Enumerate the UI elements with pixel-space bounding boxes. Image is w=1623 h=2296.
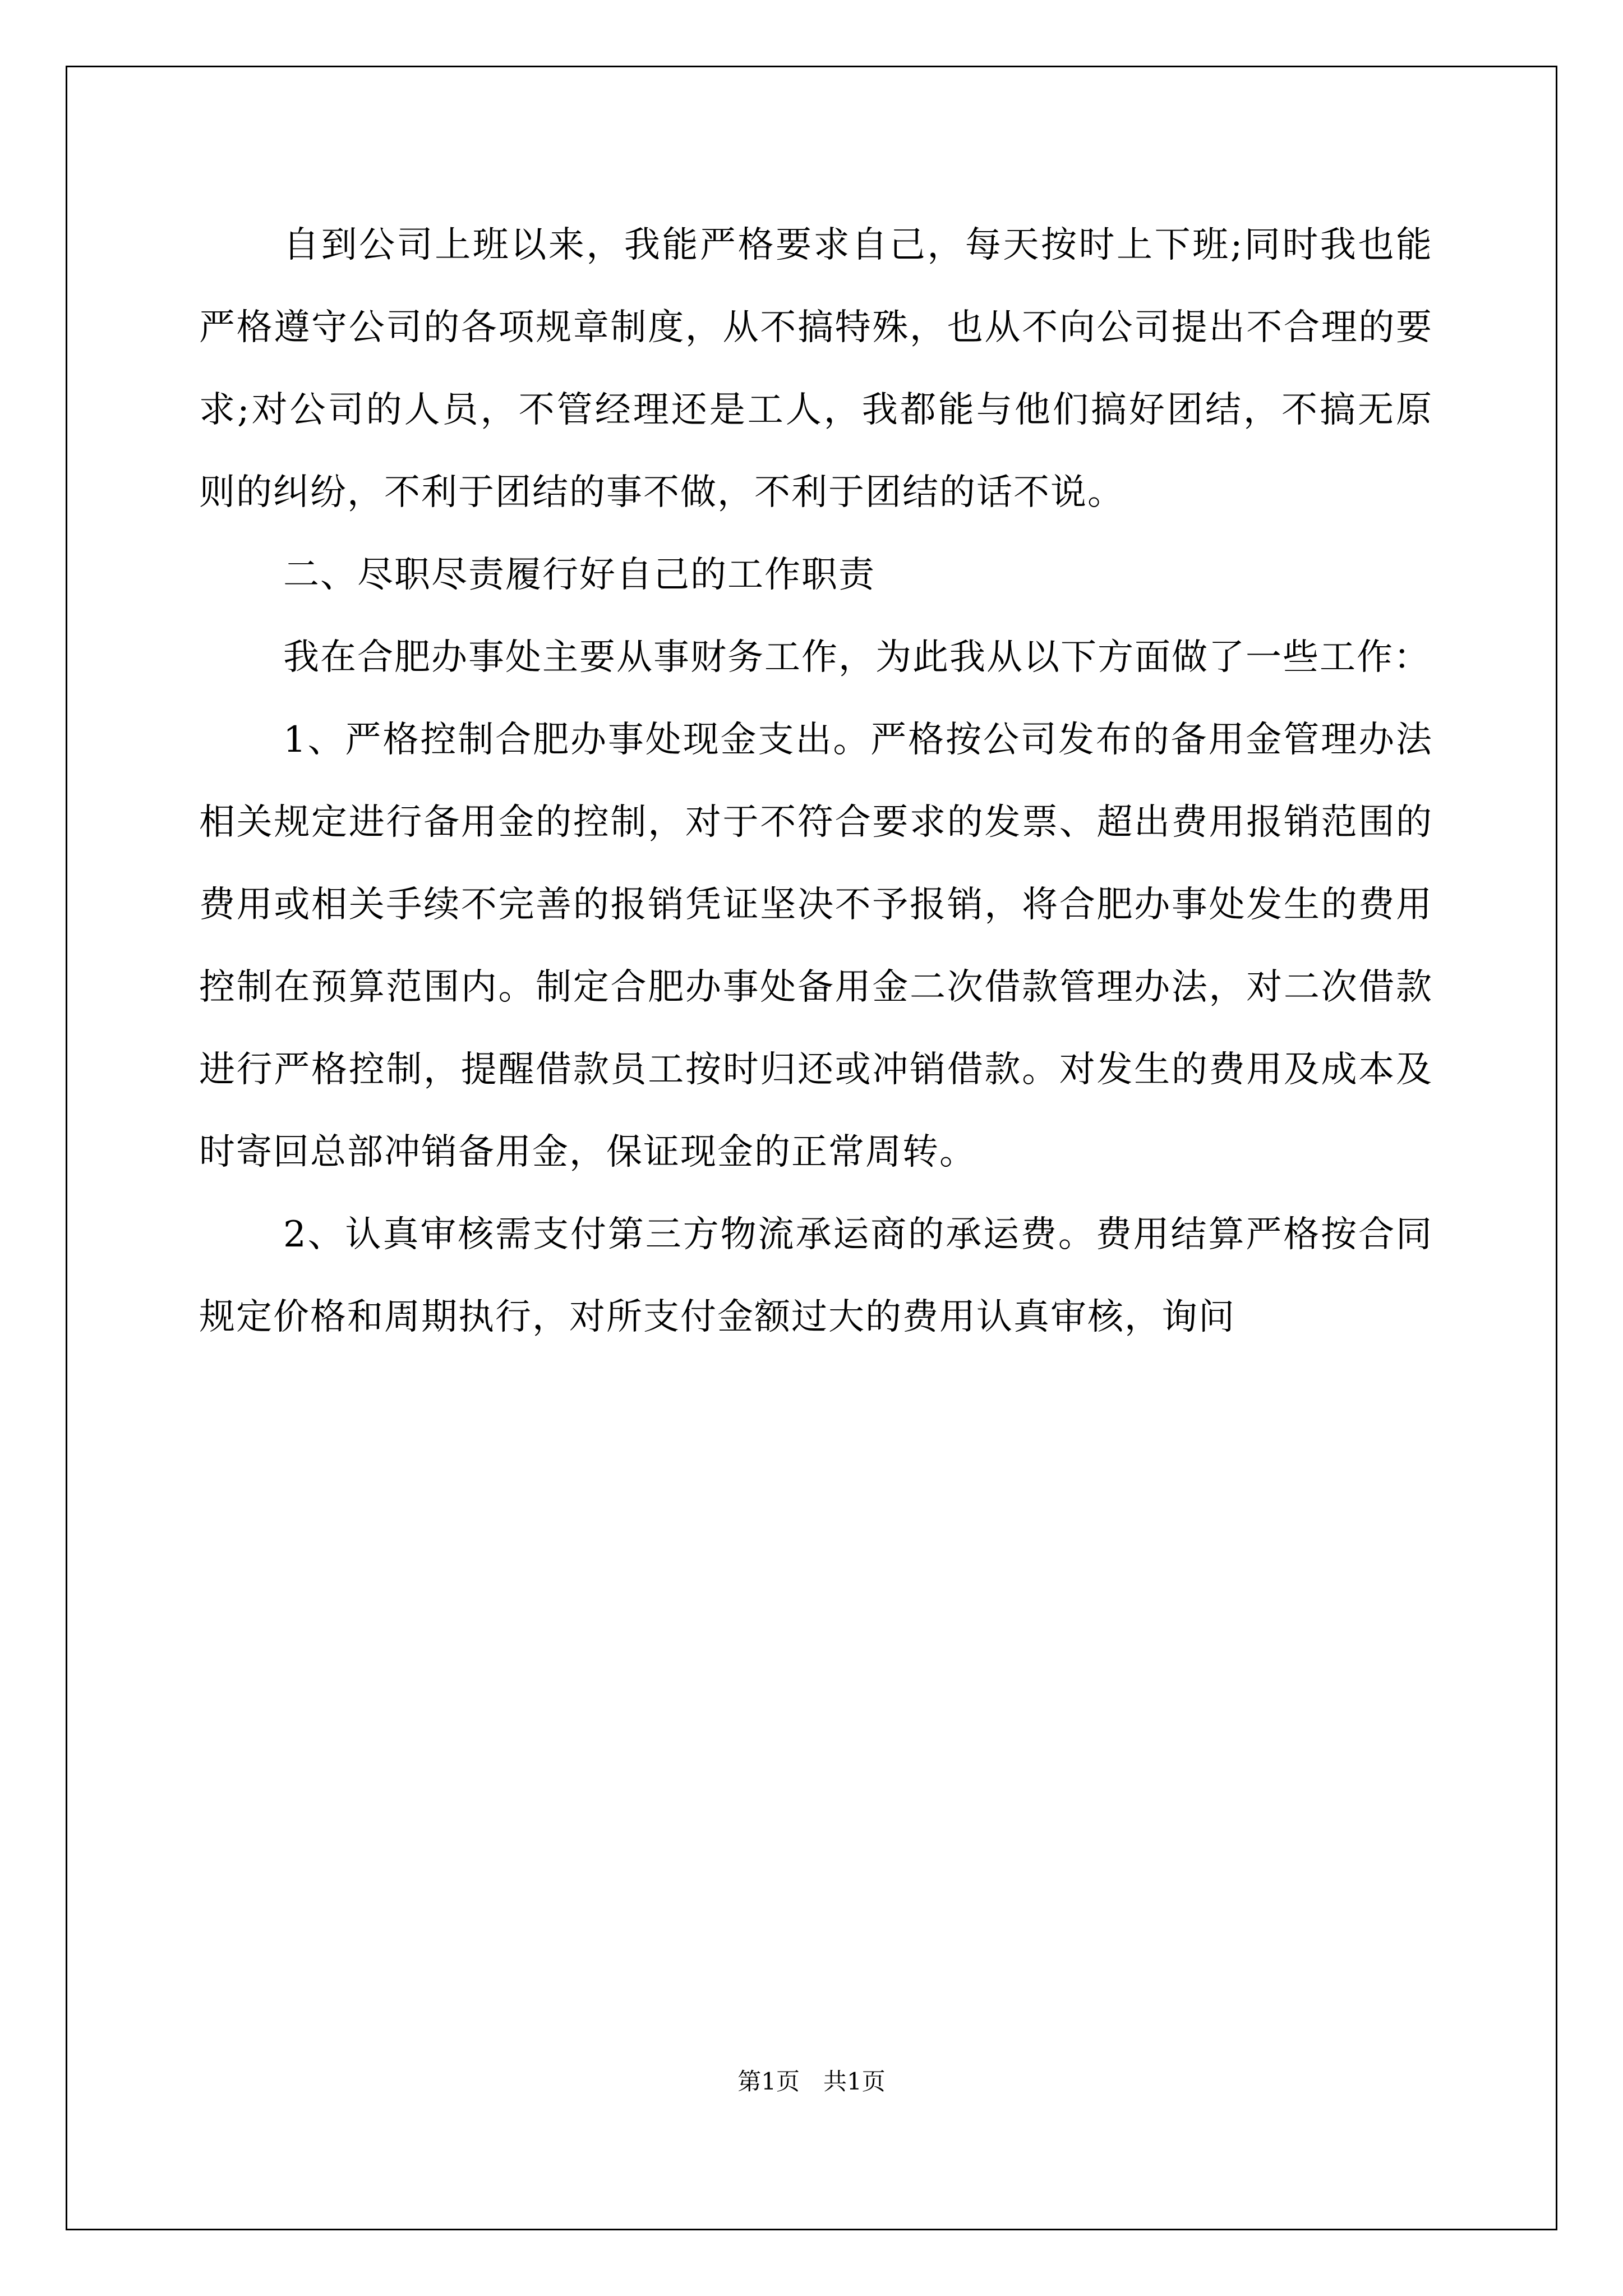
paragraph-discipline: 自到公司上班以来，我能严格要求自己，每天按时上下班;同时我也能严格遵守公司的各项规章制度，从不搞特殊，也从不向公司提出不合理的要求;对公司的人员，不管经理还是工人，我都能与他们搞好团结，不搞无原则的纠纷，不利于团结的事不做，不利于团结的话不说。 <box>199 224 1433 513</box>
section-heading-duties: 二、尽职尽责履行好自己的工作职责 <box>283 554 875 596</box>
paragraph-cash-control: 1、严格控制合肥办事处现金支出。严格按公司发布的备用金管理办法相关规定进行备用金的控制，对于不符合要求的发票、超出费用报销范围的费用或相关手续不完善的报销凭证坚决不予报销，将合肥办事处发生的费用控制在预算范围内。制定合肥办事处备用金二次借款管理办法，对二次借款进行严格控制，提醒借款员工按时归还或冲销借款。对发生的费用及成本及时寄回总部冲销备用金，保证现金的正常周转。 <box>199 719 1433 1173</box>
paragraph-freight-audit: 2、认真审核需支付第三方物流承运商的承运费。费用结算严格按合同规定价格和周期执行，对所支付金额过大的费用认真审核，询问 <box>199 1214 1433 1338</box>
page-footer: 第1页 共1页 <box>737 2068 886 2095</box>
document-body <box>199 204 1433 1359</box>
paragraph-finance-intro: 我在合肥办事处主要从事财务工作，为此我从以下方面做了一些工作： <box>283 637 1431 678</box>
